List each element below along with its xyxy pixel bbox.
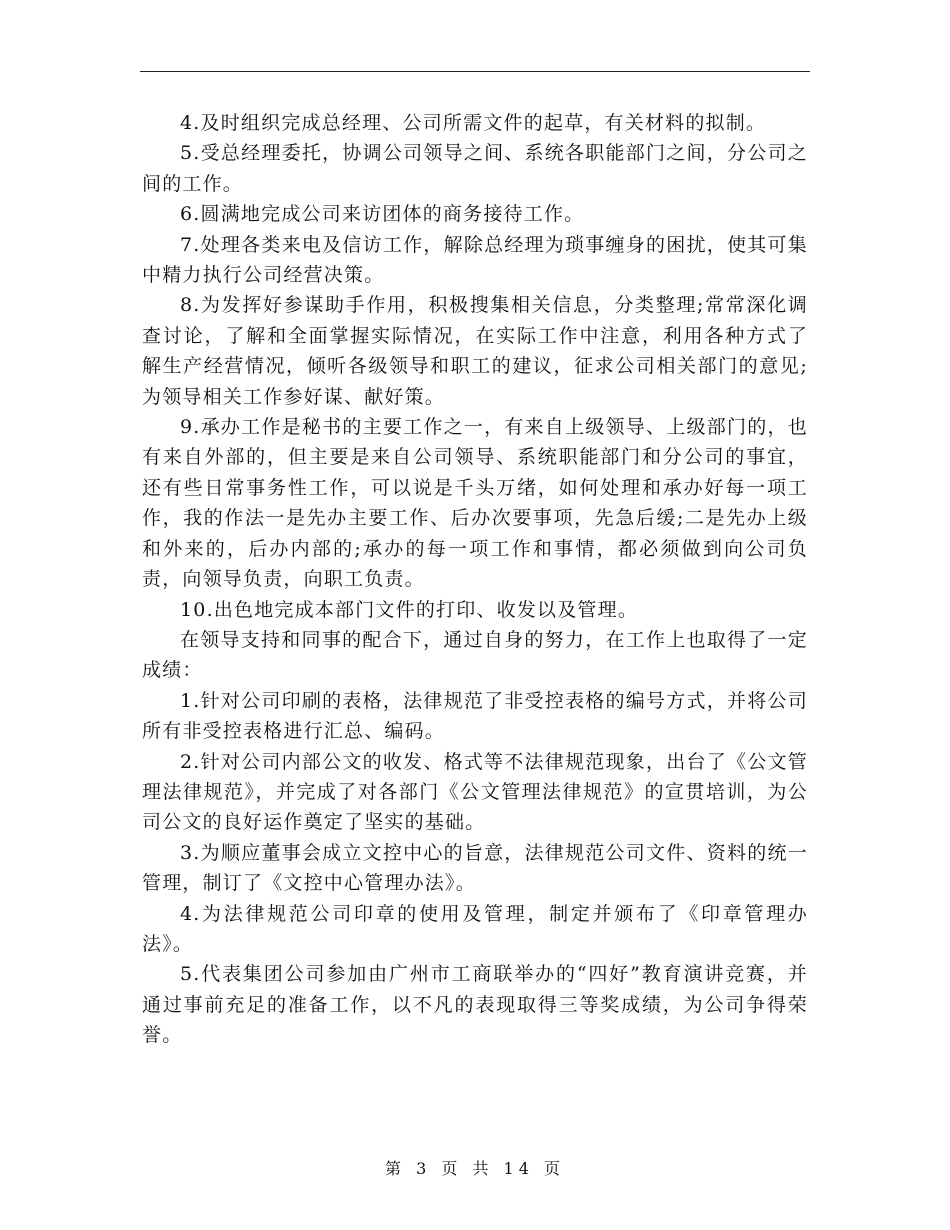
paragraph-duty-10: 10.出色地完成本部门文件的打印、收发以及管理。 xyxy=(180,598,639,621)
paragraph-achievement-5: 5.代表集团公司参加由广州市工商联举办的“四好”教育演讲竞赛，并通过事前充足的准备工作，以不凡的表现取得三等奖成绩，为公司争得荣誉。 xyxy=(142,963,808,1047)
paragraph-duty-7: 7.处理各类来电及信访工作，解除总经理为琐事缠身的困扰，使其可集中精力执行公司经营决策。 xyxy=(142,233,808,287)
header-rule xyxy=(140,71,810,72)
document-body xyxy=(142,108,808,1051)
paragraph-duty-4: 4.及时组织完成总经理、公司所需文件的起草，有关材料的拟制。 xyxy=(180,112,767,134)
paragraph-achievement-3: 3.为顺应董事会成立文控中心的旨意，法律规范公司文件、资料的统一管理，制订了《文控中心管理办法》。 xyxy=(142,841,808,895)
paragraph-duty-8: 8.为发挥好参谋助手作用，积极搜集相关信息，分类整理;常常深化调查讨论，了解和全面掌握实际情况，在实际工作中注意，利用各种方式了解生产经营情况，倾听各级领导和职工的建议，征求公司相关部门的意见;为领导相关工作参好谋、献好策。 xyxy=(142,294,808,408)
paragraph-duty-5: 5.受总经理委托，协调公司领导之间、系统各职能部门之间，分公司之间的工作。 xyxy=(142,142,808,195)
paragraph-achievements-intro: 在领导支持和同事的配合下，通过自身的努力，在工作上也取得了一定成绩： xyxy=(142,628,808,682)
paragraph-achievement-4: 4.为法律规范公司印章的使用及管理，制定并颁布了《印章管理办法》。 xyxy=(142,902,808,955)
paragraph-duty-6: 6.圆满地完成公司来访团体的商务接待工作。 xyxy=(180,203,585,226)
page-number: 第 3 页 共 14 页 xyxy=(385,1159,565,1178)
paragraph-achievement-2: 2.针对公司内部公文的收发、格式等不法律规范现象，出台了《公文管理法律规范》，并完成了对各部门《公文管理法律规范》的宣贯培训，为公司公文的良好运作奠定了坚实的基础。 xyxy=(142,750,808,834)
paragraph-duty-9: 9.承办工作是秘书的主要工作之一，有来自上级领导、上级部门的，也有来自外部的，但主要是来自公司领导、系统职能部门和分公司的事宜，还有些日常事务性工作，可以说是千头万绪，如何处理和承办好每一项工作，我的作法一是先办主要工作、后办次要事项，先急后缓;二是先办上级和外来的，后办内部的;承办的每一项工作和事情，都必须做到向公司负责，向领导负责，向职工负责。 xyxy=(142,416,808,591)
paragraph-achievement-1: 1.针对公司印刷的表格，法律规范了非受控表格的编号方式，并将公司所有非受控表格进行汇总、编码。 xyxy=(142,689,808,743)
